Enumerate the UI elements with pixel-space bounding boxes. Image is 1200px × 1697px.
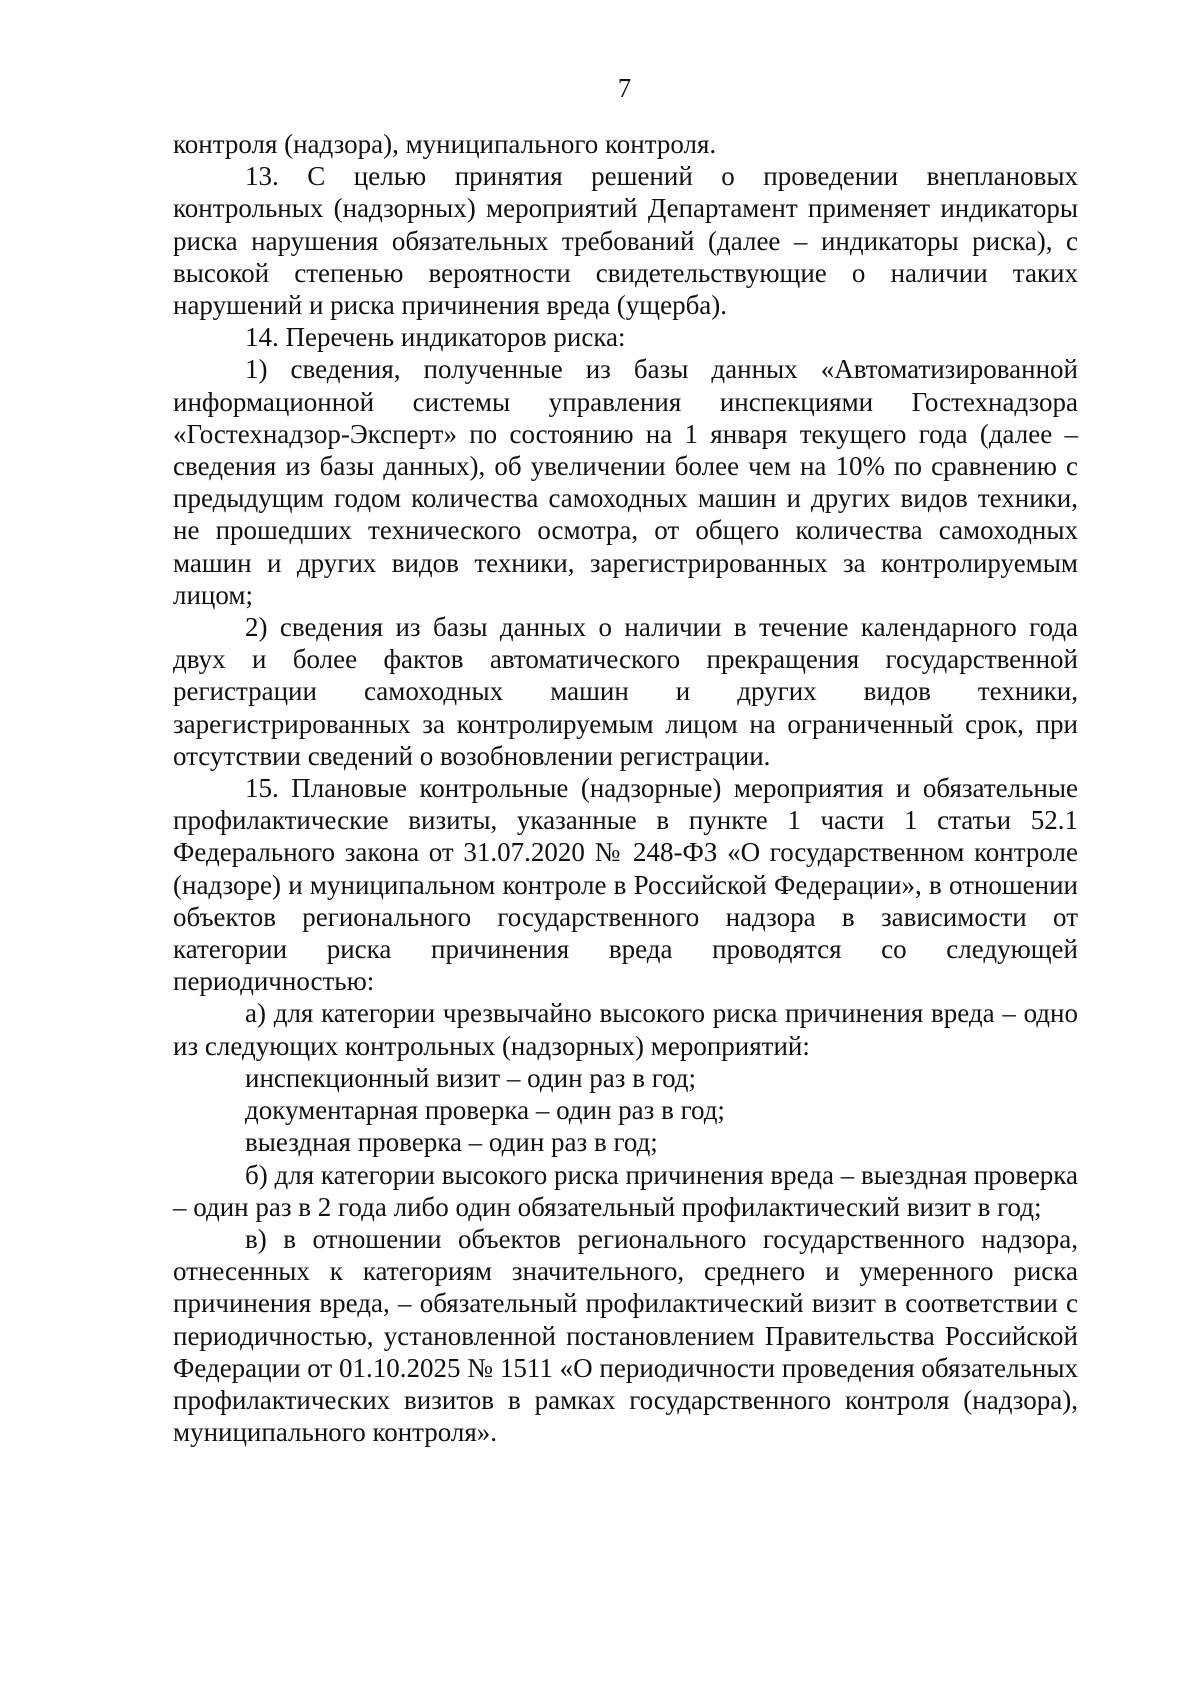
paragraph-continuation: контроля (надзора), муниципального контроля. [173,129,717,159]
paragraph-13: 13. С целью принятия решений о проведении внеплановых контрольных (надзорных) мероприятий Департамент применяет индикаторы риска нарушения обязательных требований (далее – индикаторы риска), с высокой степенью вероятности свидетельствующие о наличии таких нарушений и риска причинения вреда (ущерба). [173,161,1078,321]
paragraph-14-item-1: 1) сведения, полученные из базы данных «Автоматизированной информационной системы управления инспекциями Гостехнадзора «Гостехнадзор-Эксперт» по состоянию на 1 января текущего года (далее – сведения из базы данных), об увеличении более чем на 10% по сравнению с предыдущим годом количества самоходных машин и других видов техники, не прошедших технического осмотра, от общего количества самоходных машин и других видов техники, зарегистрированных за контролируемым лицом; [173,354,1078,610]
document-body [173,128,1078,1448]
paragraph-15-item-b: б) для категории высокого риска причинения вреда – выездная проверка – один раз в 2 года либо один обязательный профилактический визит в год; [173,1159,1078,1222]
paragraph-15-item-a-line-1: инспекционный визит – один раз в год; [245,1062,697,1093]
paragraph-14-item-2: 2) сведения из базы данных о наличии в течение календарного года двух и более фактов автоматического прекращения государственной регистрации самоходных машин и других видов техники, зарегистрированных за контролируемым лицом на ограниченный срок, при отсутствии сведений о возобновлении регистрации. [173,612,1078,771]
paragraph-15-item-a: а) для категории чрезвычайно высокого риска причинения вреда – одно из следующих контрольных (надзорных) мероприятий: [173,998,1078,1061]
paragraph-15: 15. Плановые контрольные (надзорные) мероприятия и обязательные профилактические визиты, указанные в пункте 1 части 1 статьи 52.1 Федерального закона от 31.07.2020 № 248-ФЗ «О государственном контроле (надзоре) и муниципальном контроле в Российской Федерации», в отношении объектов регионального государственного надзора в зависимости от категории риска причинения вреда проводятся со следующей периодичностью: [173,773,1078,997]
paragraph-15-item-a-line-2: документарная проверка – один раз в год; [245,1095,725,1126]
paragraph-14: 14. Перечень индикаторов риска: [245,322,626,353]
paragraph-15-item-a-line-3: выездная проверка – один раз в год; [245,1127,658,1158]
page-number: 7 [617,73,632,103]
paragraph-15-item-v: в) в отношении объектов регионального государственного надзора, отнесенных к категориям значительного, среднего и умеренного риска причинения вреда, – обязательный профилактический визит в соответствии с периодичностью, установленной постановлением Правительства Российской Федерации от 01.10.2025 № 1511 «О периодичности проведения обязательных профилактических визитов в рамках государственного контроля (надзора), муниципального контроля». [173,1223,1078,1448]
